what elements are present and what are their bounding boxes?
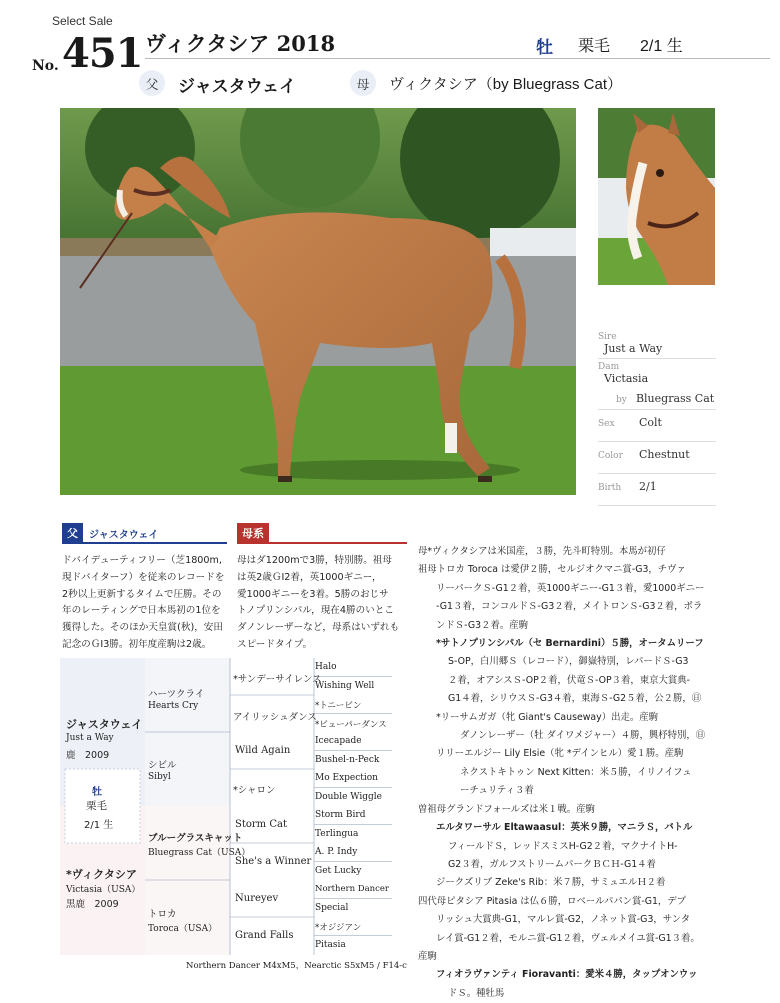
family-line: ドＳ。種牡馬 bbox=[448, 987, 505, 999]
sire-name: ジャスタウェイ bbox=[178, 77, 296, 96]
pedigree-g4: Pitasia bbox=[315, 940, 346, 950]
info-sire-value: Just a Way bbox=[604, 342, 663, 355]
family-line: フィオラヴァンティ Fioravanti：愛米４勝，タップオンウッ bbox=[436, 969, 698, 981]
dam-description-line: 愛1000ギニーを3着。5勝のおじサ bbox=[237, 588, 389, 600]
info-divider bbox=[598, 441, 716, 442]
info-divider bbox=[598, 358, 716, 359]
pedigree-sire-en: Just a Way bbox=[66, 733, 114, 743]
info-sire-label: Sire bbox=[598, 332, 617, 342]
lot-number: 451 bbox=[62, 30, 143, 77]
family-record bbox=[418, 543, 774, 1003]
dam-description-line: ダノンレーザーなど，母系はいずれも bbox=[237, 622, 400, 634]
pedigree-g2-en: Bluegrass Cat（USA） bbox=[148, 848, 251, 858]
info-color-label: Color bbox=[598, 451, 623, 461]
pedigree-birth: 2/1 生 bbox=[84, 820, 114, 831]
family-line: レイ賞-G1２着，モルニ賞-G1２着，ヴェルメイユ賞-G1３着。 bbox=[436, 932, 700, 944]
dam-description-line: 母はダ1200mで3勝，特別勝。祖母 bbox=[237, 555, 392, 566]
pedigree-g2-name: ハーツクライ bbox=[148, 689, 205, 700]
pedigree-g3: Nureyev bbox=[235, 893, 279, 904]
pedigree-sire-info: 鹿 2009 bbox=[66, 750, 110, 761]
info-dam-by-label: by bbox=[616, 395, 627, 405]
pedigree-g4: Special bbox=[315, 903, 349, 913]
dam-section-header bbox=[237, 523, 275, 543]
info-birth-value: 2/1 bbox=[639, 480, 657, 493]
pedigree-g3: *サンデーサイレンス bbox=[233, 674, 322, 685]
pedigree-g3: Grand Falls bbox=[235, 930, 294, 941]
pedigree-g3: She's a Winner bbox=[235, 856, 312, 867]
family-line: 祖母トロカ Toroca は愛伊２勝，セルジオクマニ賞-G3，チヴァ bbox=[418, 564, 686, 576]
select-sale-label: Select Sale bbox=[52, 14, 113, 28]
pedigree-g2-en: Sibyl bbox=[148, 772, 171, 782]
pedigree-g2-en: Toroca（USA） bbox=[148, 924, 218, 934]
family-line: G2３着，ガルフストリームパークＢＣＨ-G1４着 bbox=[448, 858, 656, 870]
pedigree-dam-en: Victasia（USA） bbox=[66, 885, 141, 895]
sire-tag: 父 bbox=[62, 523, 83, 543]
sire-section-rule bbox=[62, 542, 227, 544]
info-divider bbox=[598, 505, 716, 506]
inbreeding-note: Northern Dancer M4xM5，Nearctic S5xM5 / F14-c bbox=[186, 961, 407, 971]
info-sex-value: Colt bbox=[639, 416, 662, 429]
info-panel bbox=[598, 332, 716, 509]
dam-mark: 母 bbox=[350, 70, 376, 96]
pedigree-color: 栗毛 bbox=[86, 800, 107, 812]
info-divider bbox=[598, 409, 716, 410]
horse-photo-main bbox=[60, 108, 576, 495]
header-divider bbox=[145, 58, 770, 59]
pedigree-g3: Storm Cat bbox=[235, 819, 287, 830]
pedigree-g4: *ビューパーダンス bbox=[315, 720, 387, 730]
family-line: エルタワーサル Eltawaasul：英米９勝，マニラＳ，バトル bbox=[436, 822, 693, 834]
info-dam-sire-value: Bluegrass Cat bbox=[635, 392, 715, 405]
family-line: 産駒 bbox=[418, 950, 437, 962]
pedigree-dam-info: 黒鹿 2009 bbox=[66, 899, 119, 910]
family-line: -G1３着，コンコルドＳ-G3２着，メイトロンＳ-G3２着，ボラ bbox=[436, 601, 703, 613]
family-line: 曽祖母グランドフォールズは米１戦。産駒 bbox=[418, 803, 595, 815]
pedigree-g3: アイリッシュダンス bbox=[233, 712, 317, 723]
family-line: *リーサムガガ（牝 Giant's Causeway）出走。産駒 bbox=[436, 711, 658, 723]
family-line: ンドＳ-G3２着。産駒 bbox=[436, 619, 528, 631]
pedigree-g3: Wild Again bbox=[235, 745, 291, 756]
pedigree-g3: *シャロン bbox=[233, 785, 276, 796]
sex-badge: 牡 bbox=[536, 38, 553, 57]
sire-description-line: 2秒以上更新するタイムで圧勝。その bbox=[62, 588, 222, 600]
dam-description-line: トノプリンシパル，現在4勝のいとこ bbox=[237, 605, 394, 617]
pedigree-g2-en: Hearts Cry bbox=[148, 701, 199, 711]
family-line: ジークズリブ Zeke's Rib：米７勝，サミュエルＨ２着 bbox=[436, 877, 666, 889]
pedigree-g4: Get Lucky bbox=[315, 866, 362, 876]
family-line: リリーエルジー Lily Elsie（牝 *デインヒル）愛１勝。産駒 bbox=[436, 748, 684, 760]
pedigree-g4: *オジジアン bbox=[315, 923, 362, 933]
pedigree-g2-name: シビル bbox=[148, 760, 177, 771]
pedigree-g4: Storm Bird bbox=[315, 810, 366, 820]
sire-description bbox=[62, 553, 227, 654]
family-line: ２着，オアシスＳ-OP２着，伏竜Ｓ-OP３着，東京大賞典- bbox=[448, 674, 691, 686]
pedigree-g4: Halo bbox=[315, 662, 337, 672]
pedigree-g4: Icecapade bbox=[315, 736, 362, 746]
sire-section-header bbox=[62, 523, 158, 543]
sire-description-line: ドバイデューティフリー（芝1800m, bbox=[62, 555, 222, 566]
pedigree-g4: *トニービン bbox=[315, 701, 362, 711]
dam-description-line: は英2歳ＧⅠ2着，英1000ギニー， bbox=[237, 571, 382, 583]
family-line: *サトノプリンシパル（セ Bernardini）５勝，オータムリーフ bbox=[436, 638, 704, 650]
sire-description-line: 現ドバイターフ）を従来のレコードを bbox=[62, 571, 225, 583]
pedigree-g4: Northern Dancer bbox=[315, 884, 389, 894]
pedigree-g2-name: トロカ bbox=[148, 909, 177, 920]
pedigree-g4: Mo Expection bbox=[315, 773, 378, 783]
family-line: 四代母ピタシア Pitasia は仏６勝，ロベールパパン賞-G1，デプ bbox=[418, 895, 687, 907]
info-divider bbox=[598, 473, 716, 474]
info-sex-label: Sex bbox=[598, 419, 615, 429]
color-label: 栗毛 bbox=[578, 38, 611, 55]
pedigree-sire-name: ジャスタウェイ bbox=[66, 718, 143, 731]
sire-mark: 父 bbox=[139, 70, 165, 96]
pedigree-dam-name: *ヴィクタシア bbox=[66, 868, 137, 881]
family-line: S-OP，白川郷Ｓ（レコード），御嶽特別，レパードＳ-G3 bbox=[448, 656, 689, 668]
sire-description-line: 獲得した。そのほか天皇賞(秋)，安田 bbox=[62, 622, 223, 634]
info-birth-label: Birth bbox=[598, 483, 622, 493]
pedigree-g4: Terlingua bbox=[315, 829, 359, 839]
family-line: リーパークＳ-G1２着，英1000ギニー-G1３着，愛1000ギニー bbox=[436, 582, 705, 594]
horse-title: ヴィクタシア 2018 bbox=[145, 31, 336, 56]
pedigree-g4: Double Wiggle bbox=[315, 792, 382, 802]
pedigree-sex: 牡 bbox=[92, 787, 102, 798]
pedigree-g2-name: ブルーグラスキャット bbox=[148, 833, 243, 844]
family-line: フィールドＳ，レッドスミスH-G2２着，マクナイトH- bbox=[448, 840, 678, 852]
pedigree-g4: Wishing Well bbox=[315, 681, 375, 691]
birth-label: 2/1 生 bbox=[640, 38, 683, 55]
dam-name: ヴィクタシア（by Bluegrass Cat） bbox=[389, 76, 623, 93]
info-color-value: Chestnut bbox=[639, 448, 690, 461]
pedigree-table bbox=[60, 658, 392, 955]
sire-section-title: ジャスタウェイ bbox=[89, 529, 159, 541]
info-dam-label: Dam bbox=[598, 362, 620, 372]
lot-no-label: No. bbox=[32, 58, 59, 74]
pedigree-g4: Bushel-n-Peck bbox=[315, 755, 380, 765]
horse-photo-head bbox=[598, 108, 715, 285]
dam-section-rule bbox=[237, 542, 407, 544]
family-line: ダノンレーザー（牡 ダイワメジャー）４勝，興杼特別，㊐ bbox=[460, 730, 706, 742]
family-line: リッシュ大賞典-G1，マルレ賞-G2，ノネット賞-G3，サンタ bbox=[436, 914, 691, 926]
pedigree-g4: A. P. Indy bbox=[315, 847, 358, 857]
sire-description-line: 年のレーティングで日本馬初の1位を bbox=[62, 605, 221, 617]
family-line: 母*ヴィクタシアは米国産，３勝，先斗町特別。本馬が初仔 bbox=[418, 546, 666, 557]
sire-description-line: 記念のＧⅠ3勝。初年度産駒は2歳。 bbox=[62, 638, 212, 650]
info-dam-value: Victasia bbox=[604, 372, 649, 385]
family-line: ネクストキトゥン Next Kitten：米５勝，イリノイフュ bbox=[460, 766, 692, 778]
family-line: ーチュリティ３着 bbox=[460, 785, 534, 797]
dam-tag: 母系 bbox=[237, 523, 269, 543]
dam-description bbox=[237, 553, 407, 654]
family-line: G1４着，シリウスＳ-G3４着，東海Ｓ-G2５着，公２勝，㊐ bbox=[448, 693, 702, 705]
dam-description-line: スピードタイプ。 bbox=[237, 638, 313, 650]
